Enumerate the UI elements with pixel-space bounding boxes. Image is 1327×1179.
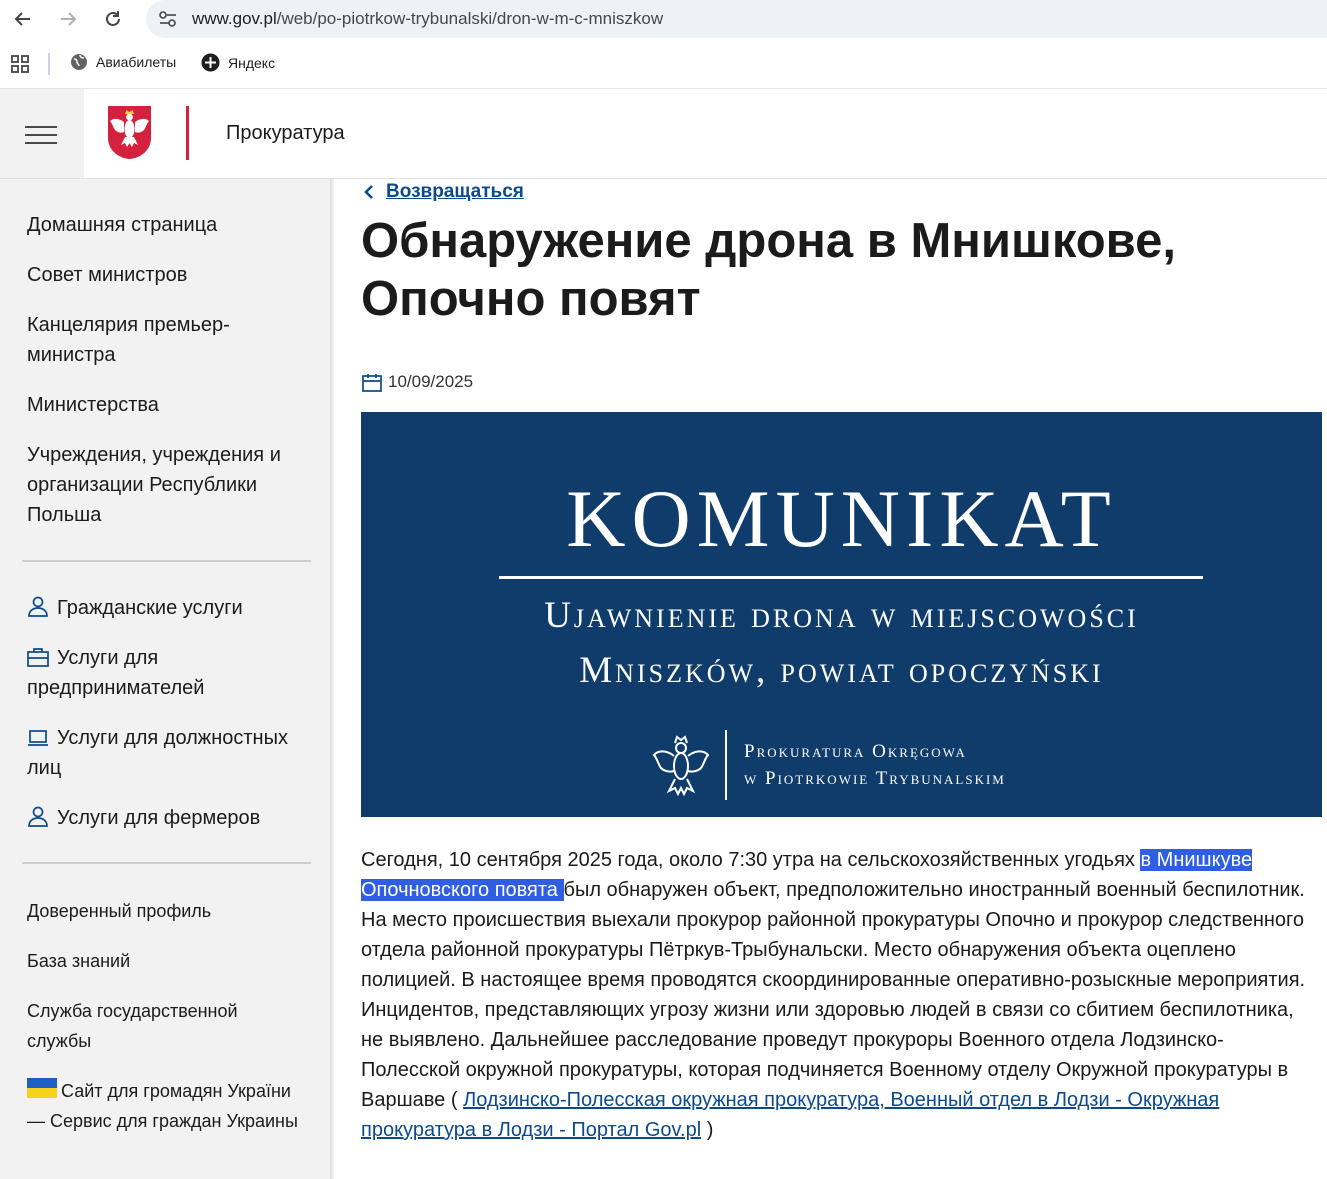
briefcase-icon [27, 647, 49, 667]
paragraph-1 [361, 845, 1311, 905]
poland-emblem-logo[interactable] [106, 104, 153, 161]
site-title[interactable]: Прокуратура [226, 122, 345, 144]
sidebar-item-ukraine[interactable] [27, 1076, 307, 1136]
sidebar-item-council[interactable]: Совет министров [27, 264, 188, 286]
p1-text-end: был обнаружен объект, предположительно иностранный военный беспилотник. [563, 879, 1305, 901]
url-text[interactable] [192, 9, 663, 29]
banner-title: KOMUNIKAT [566, 473, 1117, 564]
sidebar-shadow [330, 179, 334, 1179]
reload-icon[interactable] [100, 6, 126, 32]
sidebar-item-label: Услуги для предпринимателей [27, 647, 205, 699]
calendar-icon [362, 373, 382, 392]
person-icon [27, 595, 49, 617]
back-arrow-icon[interactable] [10, 6, 36, 32]
globe-icon [70, 53, 88, 71]
page-title: Обнаружение дрона в Мнишкове, Опочно повят [361, 214, 1176, 326]
person-icon [27, 805, 49, 827]
bookmarks-bar [0, 38, 1327, 89]
p2-text: На место происшествия выехали прокурор районной прокуратуры Опочно и прокурор следственного отдела районной прокуратуры Пётркув-Трыбунальски. Место обнаружения объекта оцеплено полицией. В настоящее время проводятся скоординированные оперативно-розыскные мероприятия. Инцидентов, представляющих угрозу жизни или здоровью людей в связи со сбитием беспилотника, не выявлено. Дальнейшее расследование проведут прокуроры Военного отдела Лодзинско-Полесской окружной прокуратуры, которая подчиняется Военному отделу Окружной прокуратуры в Варшаве ( [361, 909, 1306, 1111]
sidebar-item-label: Услуги для фермеров [57, 807, 261, 829]
banner-rule [499, 576, 1203, 579]
laptop-icon [27, 729, 49, 747]
bookmark-aviabilety[interactable] [70, 53, 176, 71]
yandex-icon [201, 53, 220, 72]
back-label: Возвращаться [386, 181, 524, 202]
banner-org-line1: Prokuratura Okręgowa [744, 741, 967, 762]
forward-arrow-icon[interactable] [55, 6, 81, 32]
apps-grid-icon[interactable] [11, 55, 29, 78]
sidebar-item-farmer-services[interactable] [27, 803, 312, 833]
back-link[interactable] [364, 181, 524, 203]
sidebar-item-civil-service[interactable]: Служба государственной службы [27, 1001, 238, 1051]
url-path: /web/po-piotrkow-trybunalski/dron-w-m-c-mniszkow [276, 9, 664, 28]
date-text: 10/09/2025 [388, 372, 474, 391]
article-date [362, 372, 473, 392]
sidebar-item-label: Услуги для должностных лиц [27, 727, 288, 779]
banner-subtitle-line1: Ujawnienie drona w miejscowości [544, 595, 1139, 636]
bookmark-yandex[interactable] [201, 53, 275, 72]
sidebar-item-knowledge-base[interactable]: База знаний [27, 951, 131, 971]
sidebar-item-label: Гражданские услуги [57, 597, 243, 619]
menu-button[interactable] [0, 89, 84, 178]
sidebar-item-business-services[interactable] [27, 643, 257, 703]
p2-text-end: ) [701, 1119, 714, 1141]
p1-text: Сегодня, 10 сентября 2025 года, около 7:30 утра на сельскохозяйственных угодьях [361, 849, 1141, 871]
sidebar-divider [22, 560, 311, 562]
sidebar-item-trusted-profile[interactable]: Доверенный профиль [27, 901, 212, 921]
sidebar-item-ministries[interactable]: Министерства [27, 394, 159, 416]
banner-divider [725, 730, 727, 800]
chevron-left-icon [364, 184, 374, 200]
site-header [0, 89, 1327, 179]
hamburger-icon [25, 126, 57, 144]
sidebar-divider [22, 862, 311, 864]
selected-text[interactable]: в Мнишкуве Опочновского повята [361, 849, 1253, 901]
article-body [361, 845, 1311, 1145]
header-divider [186, 106, 189, 160]
komunikat-banner [361, 412, 1322, 817]
bookmark-label: Авиабилеты [96, 54, 177, 70]
sidebar-item-home[interactable]: Домашняя страница [27, 214, 218, 236]
bookmarks-separator [48, 53, 50, 75]
sidebar-item-label: Сайт для громадян України — Сервис для граждан Украины [27, 1081, 298, 1131]
banner-org [744, 738, 1006, 792]
address-bar[interactable] [146, 0, 1327, 38]
sidebar-item-institutions[interactable]: Учреждения, учреждения и организации Республики Польша [27, 444, 281, 526]
sidebar-item-chancellery[interactable]: Канцелярия премьер-министра [27, 314, 230, 366]
site-settings-icon[interactable] [158, 10, 178, 33]
paragraph-2 [361, 905, 1311, 1145]
eagle-emblem-icon [651, 732, 711, 798]
banner-subtitle-line2: Mniszków, powiat opoczyński [579, 650, 1104, 691]
banner-org-line2: w Piotrkowie Trybunalskim [744, 768, 1006, 789]
bookmark-label: Яндекс [228, 54, 276, 71]
sidebar-item-officials-services[interactable] [27, 723, 307, 783]
sidebar-item-citizen-services[interactable] [27, 593, 312, 623]
url-host: www.gov.pl [192, 9, 277, 28]
ukraine-flag-icon [27, 1078, 57, 1098]
browser-toolbar [0, 0, 1327, 38]
prosecutor-office-link[interactable]: Лодзинско-Полесская окружная прокуратура, Военный отдел в Лодзи - Окружная прокуратура в Лодзи - Портал Gov.pl [361, 1089, 1220, 1141]
